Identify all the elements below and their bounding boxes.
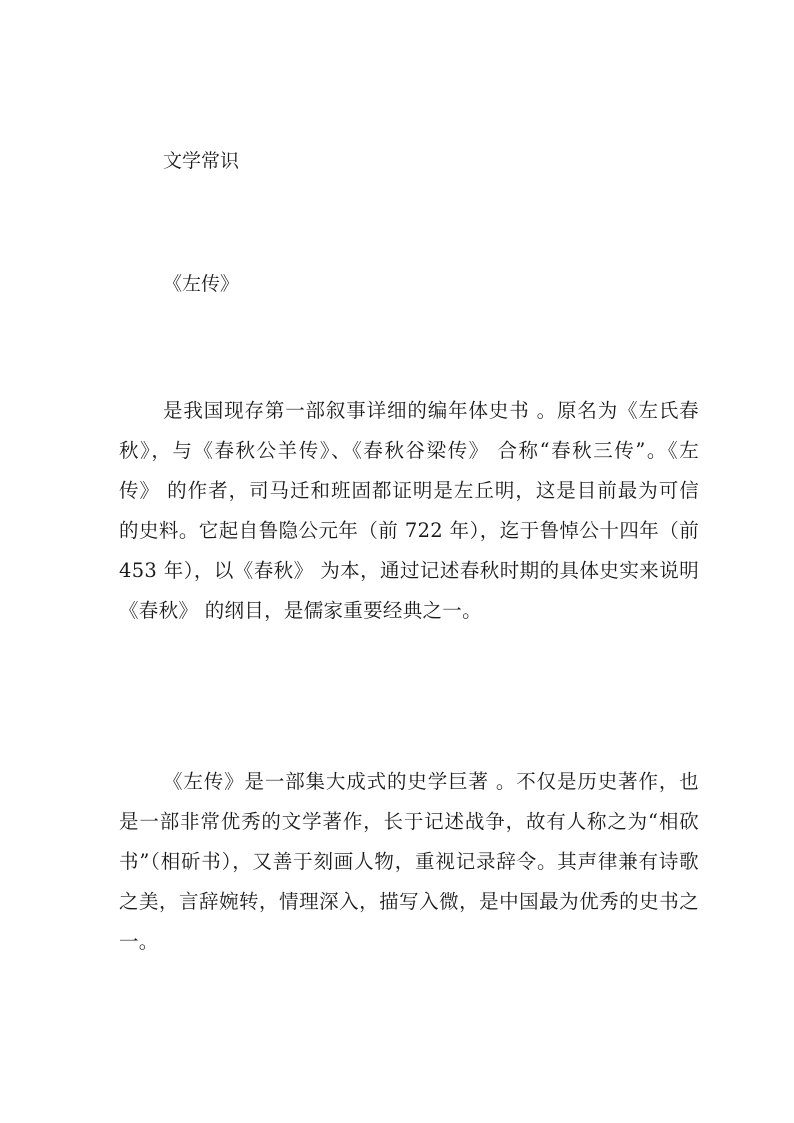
page-title: 文学常识 <box>163 150 240 172</box>
section-title: 《左传》 <box>163 273 240 295</box>
paragraph-evaluation: 《左传》是一部集大成式的史学巨著 。不仅是历史著作，也是一部非常优秀的文学著作，长于记述战争，故有人称之为“相砍书”（相斫书），又善于刻画人物，重视记录辞令。其声律兼有诗歌之美，言辞婉转，情理深入，描写入微，是中国最为优秀的史书之一。 <box>119 770 699 953</box>
paragraph-intro: 是我国现存第一部叙事详细的编年体史书 。原名为《左氏春秋》，与《春秋公羊传》、《春秋谷梁传》 合称“春秋三传”。《左传》 的作者，司马迁和班固都证明是左丘明，这是目前最为可信的史料。它起自鲁隐公元年（前 722 年），迄于鲁悼公十四年（前 453 年），以《春秋》 为本，通过记述春秋时期的具体史实来说明 《春秋》 的纲目，是儒家重要经典之一。 <box>119 399 699 622</box>
